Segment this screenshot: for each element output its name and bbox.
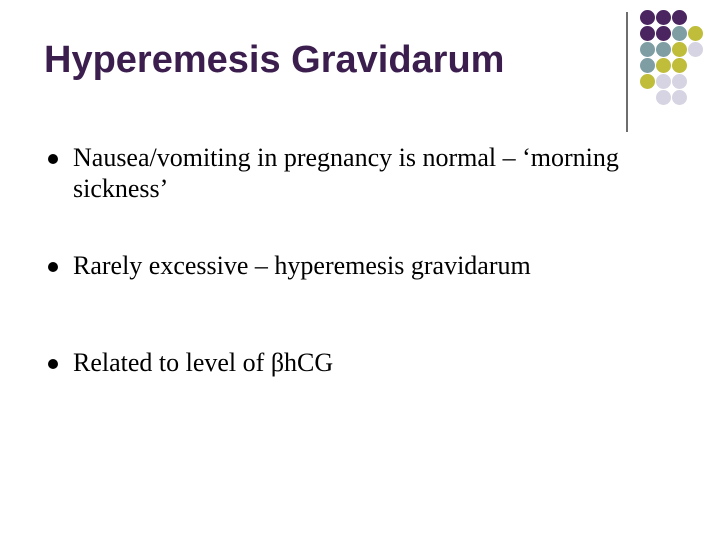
bullet-dot-icon [48, 154, 58, 164]
decorative-dot [640, 26, 655, 41]
slide-title: Hyperemesis Gravidarum [44, 39, 505, 81]
bullet-item [48, 347, 648, 378]
bullet-dot-icon [48, 262, 58, 272]
decorative-dot [656, 10, 671, 25]
decorative-dot [672, 90, 687, 105]
decorative-divider [626, 12, 628, 132]
decorative-dot [672, 10, 687, 25]
decorative-dot [640, 10, 655, 25]
bullet-item [48, 142, 648, 204]
decorative-dot [672, 74, 687, 89]
decorative-dot [672, 58, 687, 73]
decorative-dot [640, 74, 655, 89]
bullet-text: Related to level of βhCG [73, 348, 334, 377]
decorative-dot [640, 42, 655, 57]
bullet-item [48, 250, 648, 281]
bullet-dot-icon [48, 359, 58, 369]
bullet-list [48, 142, 648, 378]
decorative-dot [656, 90, 671, 105]
bullet-text: Rarely excessive – hyperemesis gravidarum [73, 251, 531, 280]
decorative-dot [656, 58, 671, 73]
decorative-dot [656, 74, 671, 89]
decorative-dot [688, 26, 703, 41]
decorative-dot [640, 58, 655, 73]
decorative-dot [672, 42, 687, 57]
decorative-dot [672, 26, 687, 41]
decorative-dot [688, 42, 703, 57]
decorative-dot [656, 26, 671, 41]
bullet-text: Nausea/vomiting in pregnancy is normal – ‘morning sickness’ [73, 143, 619, 203]
decorative-dot [656, 42, 671, 57]
